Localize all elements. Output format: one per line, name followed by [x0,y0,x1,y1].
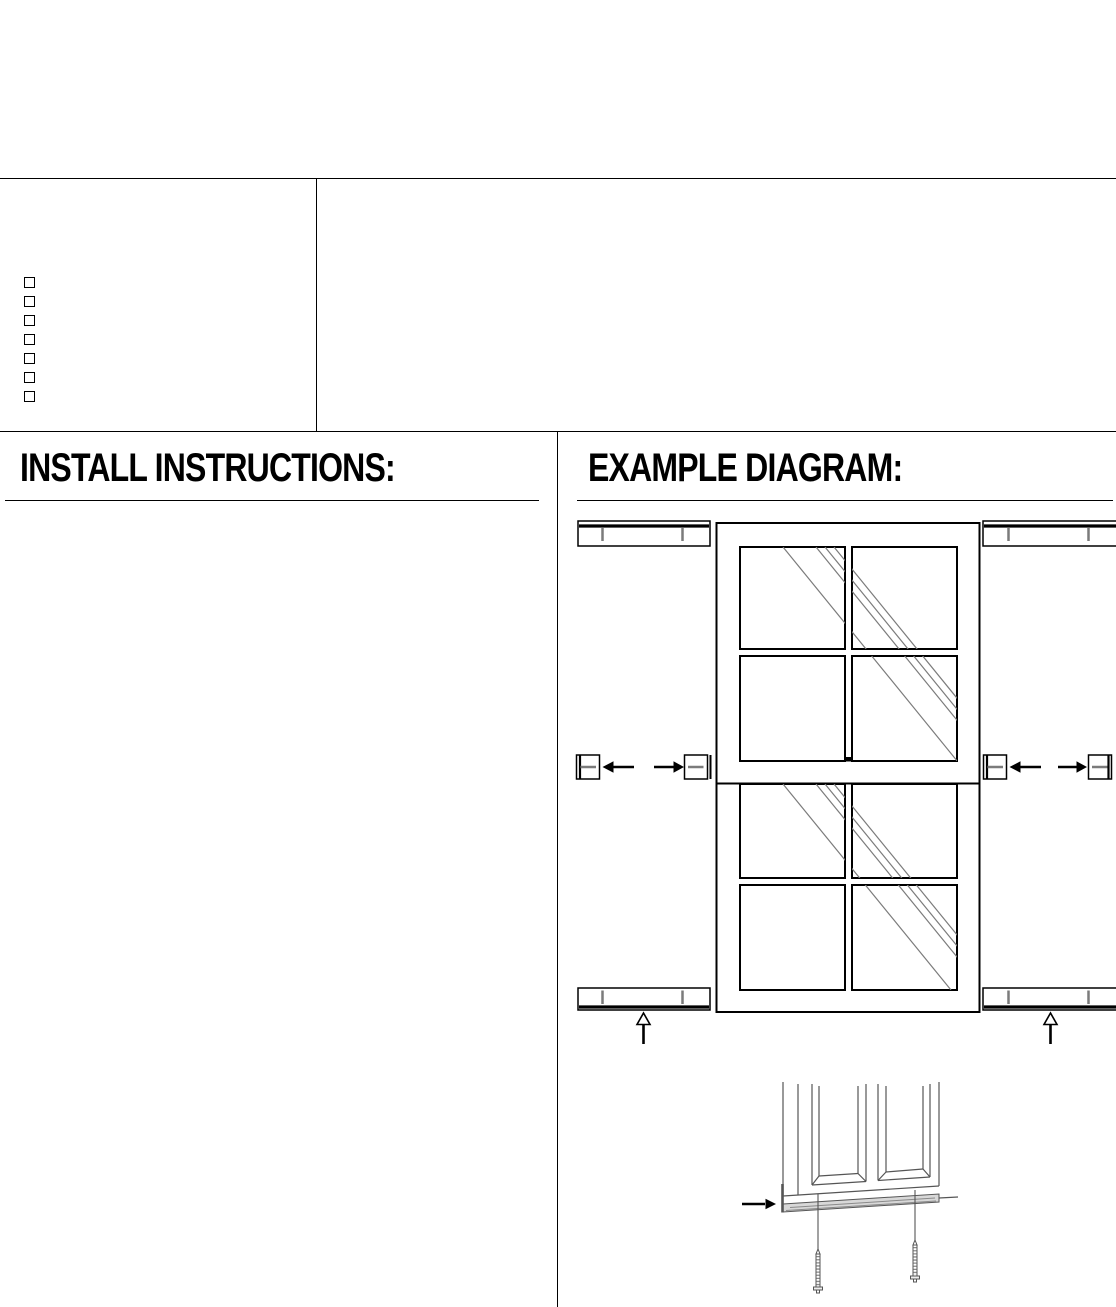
shutter-outline [783,1082,939,1196]
arrow-right-inward-icon [1058,761,1087,772]
shutter-section-right-inner [1089,755,1112,779]
shutter-section-left-inner [685,755,711,779]
up-arrow-right-icon [1044,1013,1057,1044]
shutter-bottom-rail-left [578,988,710,1010]
example-diagram-title-text: EXAMPLE DIAGRAM: [588,446,903,490]
batten-strip [783,1184,959,1213]
sash-lock [845,757,853,762]
shutter-top-rail-right [983,521,1116,546]
shutter-bottom-detail [742,1082,958,1293]
up-arrow-left-icon [637,1013,650,1044]
shutter-section-left-outer [577,755,600,779]
install-instructions-title-text: INSTALL INSTRUCTIONS: [20,446,395,490]
arrow-left-inward-icon [654,761,684,772]
shutter-bottom-rail-right [983,988,1116,1010]
shutter-section-right-outer [984,755,1007,779]
window [717,523,1010,1012]
arrow-right-outward-icon [1010,761,1042,772]
shutter-top-rail-left [578,521,710,546]
attach-arrow-icon [742,1199,776,1210]
arrow-left-outward-icon [603,761,635,772]
